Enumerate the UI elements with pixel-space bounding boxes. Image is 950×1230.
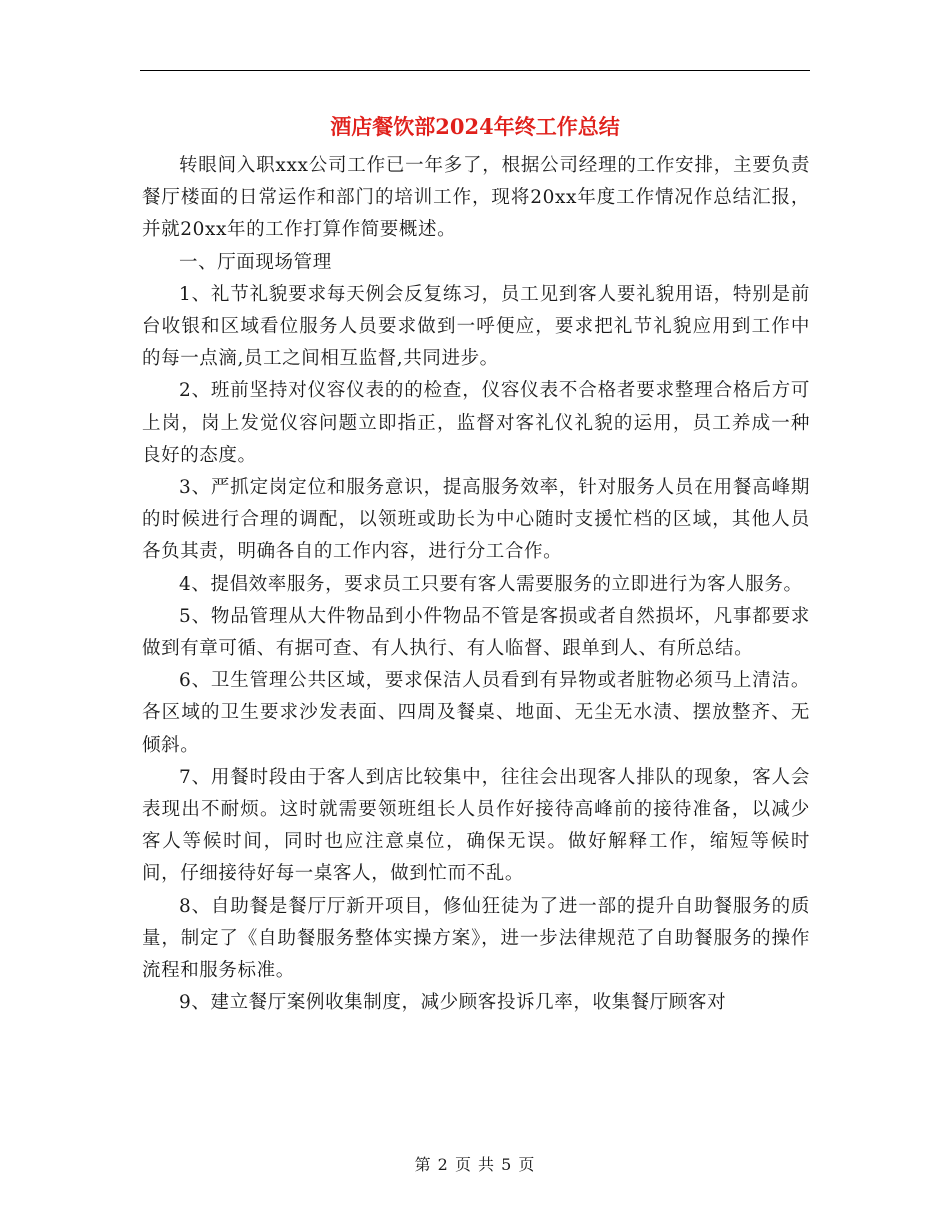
document-body (142, 150, 810, 1019)
paragraph-item-8: 8、自助餐是餐厅厅新开项目，修仙狂徒为了进一部的提升自助餐服务的质量，制定了《自助餐服务整体实操方案》，进一步法律规范了自助餐服务的操作流程和服务标准。 (142, 895, 810, 982)
paragraph-item-9: 9、建立餐厅案例收集制度，减少顾客投诉几率，收集餐厅顾客对 (179, 992, 727, 1014)
paragraph-item-5: 5、物品管理从大件物品到小件物品不管是客损或者自然损坏，凡事都要求做到有章可循、有据可查、有人执行、有人临督、跟单到人、有所总结。 (142, 605, 810, 660)
header-rule (140, 70, 810, 71)
paragraph-item-2: 2、班前坚持对仪容仪表的的检查，仪容仪表不合格者要求整理合格后方可上岗，岗上发觉仪容问题立即指正，监督对客礼仪礼貌的运用，员工养成一种良好的态度。 (142, 380, 810, 466)
paragraph-item-7: 7、用餐时段由于客人到店比较集中，往往会出现客人排队的现象，客人会表现出不耐烦。这时就需要领班组长人员作好接待高峰前的接待准备，以减少客人等候时间，同时也应注意桌位，确保无误。做好解释工作，缩短等候时间，仔细接待好每一桌客人，做到忙而不乱。 (142, 766, 810, 885)
paragraph-item-4: 4、提倡效率服务，要求员工只要有客人需要服务的立即进行为客人服务。 (179, 573, 803, 595)
document-title: 酒店餐饮部2024年终工作总结 (330, 114, 620, 139)
paragraph-item-1: 1、礼节礼貌要求每天例会反复练习，员工见到客人要礼貌用语，特别是前台收银和区域看位服务人员要求做到一呼便应，要求把礼节礼貌应用到工作中的每一点滴,员工之间相互监督,共同进步。 (142, 283, 810, 370)
paragraph-item-3: 3、严抓定岗定位和服务意识，提高服务效率，针对服务人员在用餐高峰期的时候进行合理的调配，以领班或助长为中心随时支援忙档的区域，其他人员各负其责，明确各自的工作内容，进行分工合作。 (142, 477, 810, 563)
paragraph-intro: 转眼间入职xxx公司工作已一年多了，根据公司经理的工作安排，主要负责餐厅楼面的日常运作和部门的培训工作，现将20xx年度工作情况作总结汇报，并就20xx年的工作打算作简要概述。 (142, 155, 810, 241)
paragraph-item-6: 6、卫生管理公共区域，要求保洁人员看到有异物或者脏物必须马上清洁。各区域的卫生要求沙发表面、四周及餐桌、地面、无尘无水渍、摆放整齐、无倾斜。 (142, 670, 810, 756)
page-number-footer: 第 2 页 共 5 页 (414, 1155, 536, 1174)
section-heading: 一、厅面现场管理 (179, 251, 332, 273)
